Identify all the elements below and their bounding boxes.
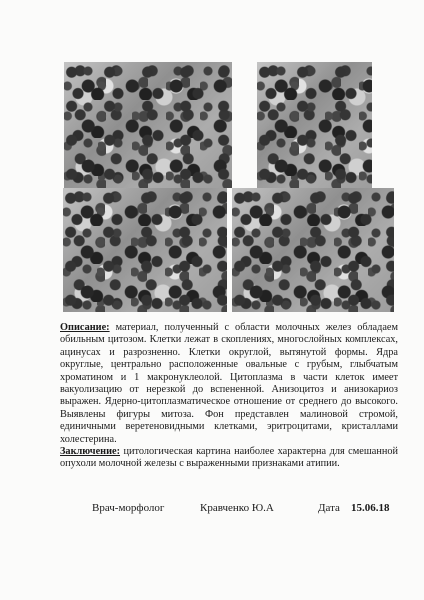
conclusion-paragraph [60,446,398,471]
date-value: 15.06.18 [351,502,390,514]
micrograph-3 [63,188,227,312]
micrograph-2 [257,62,372,188]
report-body [60,322,398,471]
signature-role: Врач-морфолог [92,502,165,514]
date-label: Дата [318,502,340,514]
description-paragraph [60,322,398,446]
micrograph-1 [64,62,232,188]
conclusion-text: цитологическая картина наиболее характерна для смешанной опухоли молочной железы с выраженными признаками атипии. [60,446,398,470]
description-label: Описание: [60,322,110,333]
signature-name: Кравченко Ю.А [200,502,274,514]
conclusion-label: Заключение: [60,446,121,458]
micrograph-4 [232,188,394,312]
description-text: материал, полученный с области молочных желез обладаем обильным цитозом. Клетки лежат в скоплениях, многослойных комплексах, ацинусах и разрозненно. Клетки округлой, вытянутой формы. Ядра округлые, центрально расположенные овальные с грубым, глыбчатым хроматином и 1 макронуклеолой. Цитоплазма в части клеток имеет вакуолизацию от нерезкой до вспененной. Анизоцитоз и анизокариоз выражен. Ядерно-цитоплазматическое отношение от среднего до высокого. Выявлены фигуры митоза. Фон представлен малиновой стромой, единичными веретеновидными клетками, эритроцитами, кристаллами холестерина. [60,322,398,445]
